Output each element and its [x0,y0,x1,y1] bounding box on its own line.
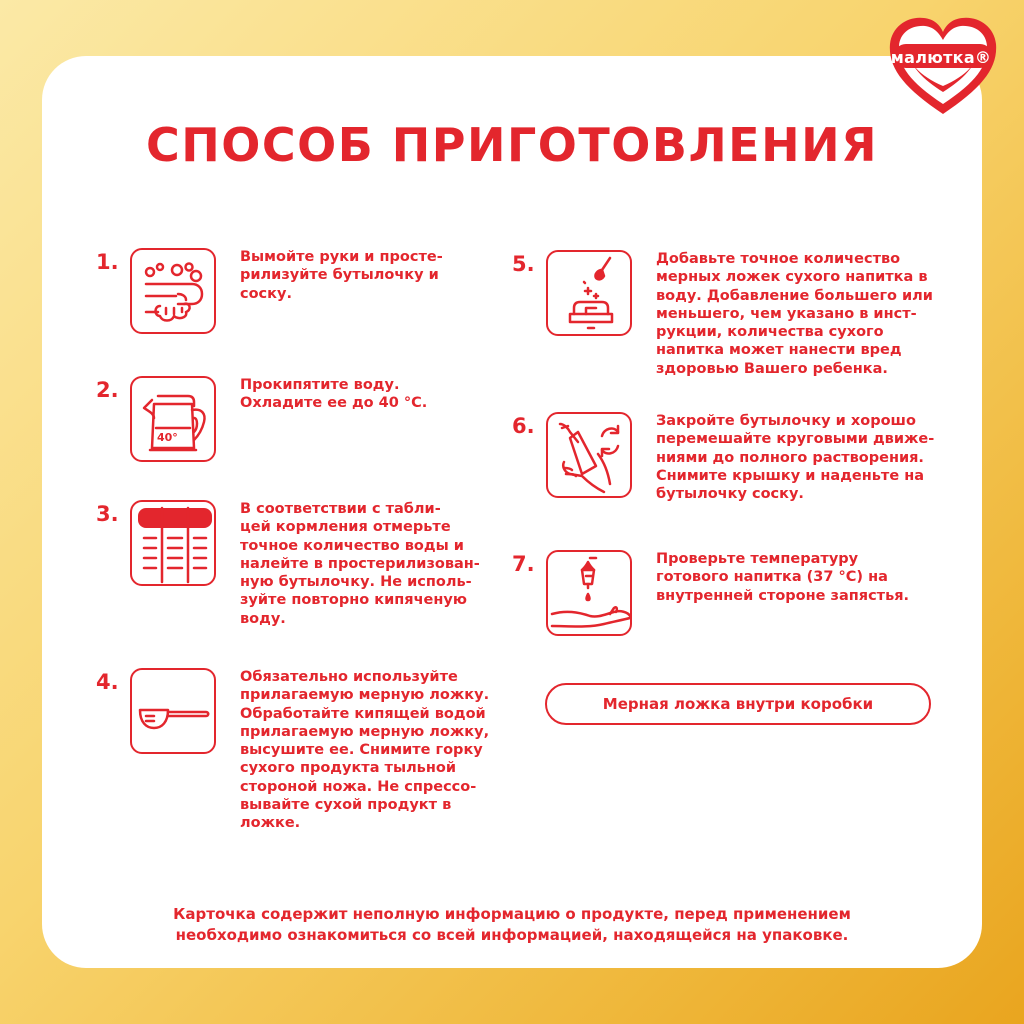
feeding-table-icon [130,500,216,586]
wrist-temperature-check-icon [546,550,632,636]
step-text: Добавьте точное количество мерных ложек сухого напитка в воду. Добавление большего или меньшего, чем указано в инст- рукции, количества сухого напитка может нанести вред здоровью Вашего ребенка. [656,251,933,377]
step-text: Вымойте руки и простe- рилизуйте бутылочку и соску. [240,249,443,302]
step-number: 7. [512,552,535,576]
disclaimer-text: Карточка содержит неполную информацию о продукте, перед применением необходимо ознакомиться со всей информацией, находящейся на упаковке. [173,905,851,944]
step-number: 3. [96,502,119,526]
logo-text: малютка® [890,48,992,67]
shake-bottle-icon [546,412,632,498]
step-text: Прокипятите воду. Охладите ее до 40 °С. [240,377,428,412]
kettle-temperature-label: 40° [157,431,178,444]
measuring-spoon-icon [130,668,216,754]
step-number: 1. [96,250,119,274]
step-text: Проверьте температуру готового напитка (37 °С) на внутренней стороне запястья. [656,551,910,604]
step-text: В соответствии с табли- цей кормления отмерьте точное количество воды и налейте в простерилизован- ную бутылочку. Не исполь- зуйте повторно кипяченую воду. [240,501,480,627]
spoon-inside-box-note: Мерная ложка внутри коробки [545,683,931,725]
step-text: Закройте бутылочку и хорошо перемешайте круговыми движе- ниями до полного растворения. Снимите крышку и наденьте на бутылочку соску. [656,413,935,503]
hand-washing-icon [130,248,216,334]
step-number: 6. [512,414,535,438]
step-number: 4. [96,670,119,694]
kettle-icon [130,376,216,462]
brand-logo [884,14,1002,118]
page-title: СПОСОБ ПРИГОТОВЛЕНИЯ [145,118,879,172]
step-text: Обязательно используйте прилагаемую мерную ложку. Обработайте кипящей водой прилагаемую мерную ложку, высушите ее. Снимите горку сухого продукта тыльной стороной ножа. Не спрессо- вывайте сухой продукт в ложке. [240,669,490,832]
spoon-pouring-into-bottle-icon [546,250,632,336]
step-number: 2. [96,378,119,402]
step-number: 5. [512,252,535,276]
